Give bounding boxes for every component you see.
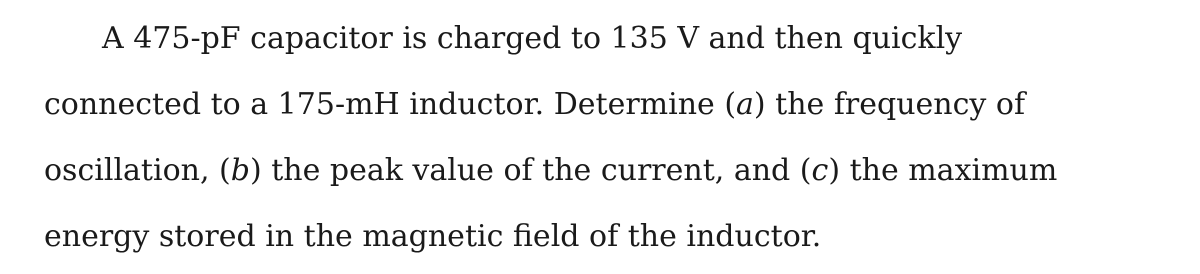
line-3-text-end: ) the maximum [828, 153, 1058, 188]
problem-line-2 [44, 72, 1174, 138]
problem-line-1: A 475-pF capacitor is charged to 135 V and then quickly [102, 21, 963, 56]
line-2-text-end: ) the frequency of [753, 87, 1026, 122]
problem-line-3 [44, 138, 1174, 204]
line-3-text-middle: ) the peak value of the current, and ( [249, 153, 812, 188]
line-2-text-start: connected to a 175-mH inductor. Determine ( [44, 87, 737, 122]
problem-text [44, 6, 1174, 270]
part-b-label: b [230, 153, 250, 188]
line-3-text-start: oscillation, ( [44, 153, 231, 188]
problem-line-4: energy stored in the magnetic field of the inductor. [44, 219, 822, 254]
part-c-label: c [811, 153, 829, 188]
part-a-label: a [736, 87, 754, 122]
